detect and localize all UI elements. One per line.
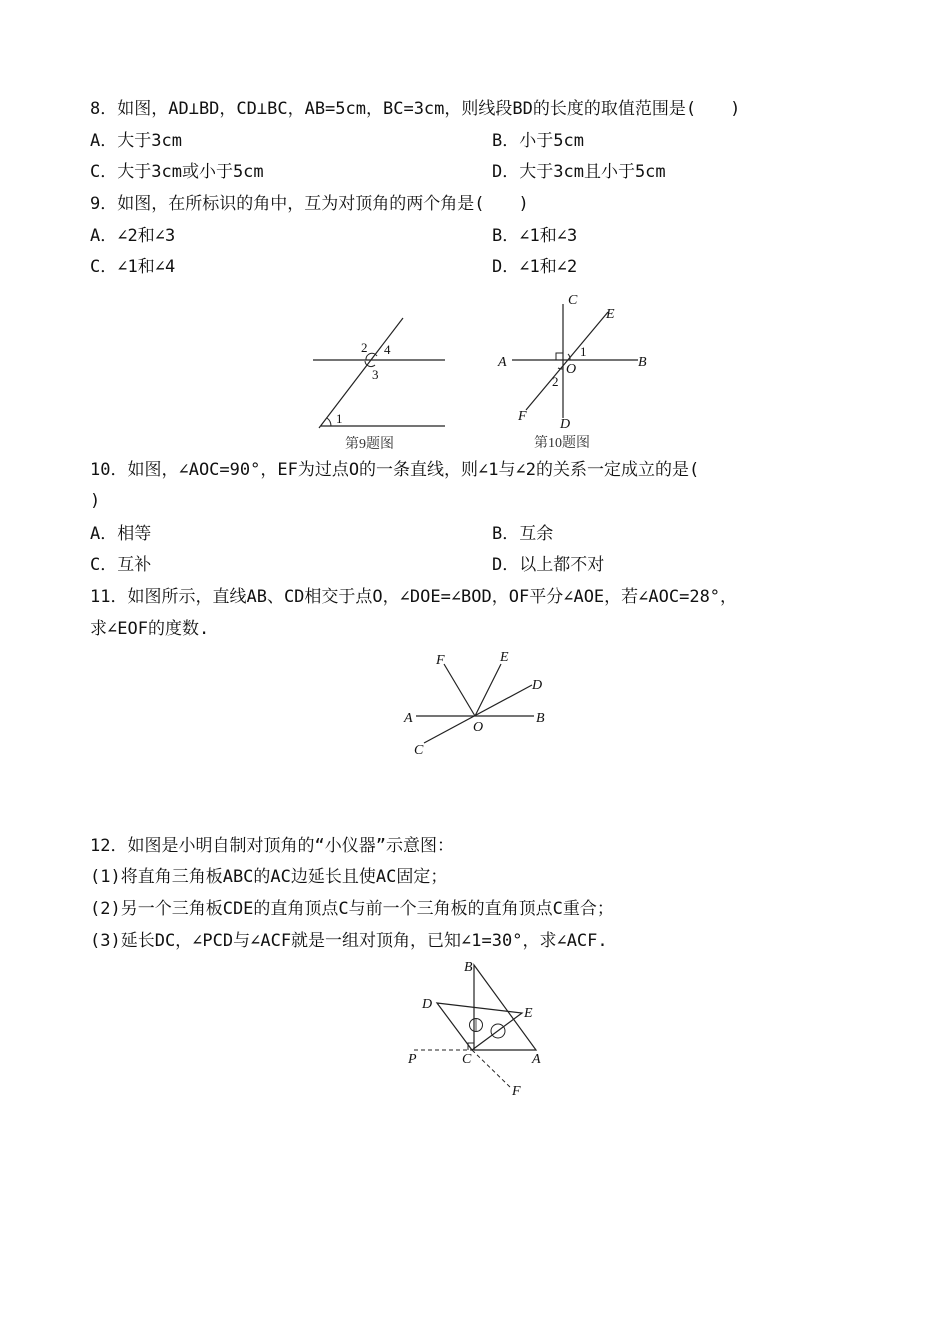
figure-10 bbox=[490, 290, 660, 454]
fig9-label-4: 4 bbox=[384, 342, 391, 357]
fig11-label-e: E bbox=[500, 650, 509, 665]
q8-option-d: D．大于3cm且小于5cm bbox=[492, 162, 666, 182]
fig9-caption: 第9题图 bbox=[345, 437, 394, 452]
q10-option-b: B．互余 bbox=[492, 524, 554, 544]
q9-option-c: C．∠1和∠4 bbox=[90, 257, 176, 277]
q8-stem: 8．如图，AD⊥BD，CD⊥BC，AB=5cm，BC=3cm，则线段BD的长度的取值范围是( ) bbox=[90, 99, 741, 119]
figure-9 bbox=[305, 312, 455, 454]
fig11-label-c: C bbox=[414, 743, 424, 758]
fig12-dashed-cf bbox=[472, 1050, 510, 1087]
fig10-label-1: 1 bbox=[580, 344, 587, 359]
q12-step2: (2)另一个三角板CDE的直角顶点C与前一个三角板的直角顶点C重合； bbox=[90, 899, 614, 919]
fig11-label-o: O bbox=[473, 720, 484, 735]
fig10-label-2: 2 bbox=[552, 374, 559, 389]
q12-step1: (1)将直角三角板ABC的AC边延长且使AC固定； bbox=[90, 867, 448, 887]
fig10-label-b: B bbox=[638, 355, 647, 370]
q10-option-d: D．以上都不对 bbox=[492, 555, 605, 575]
q11-stem-line2: 求∠EOF的度数. bbox=[90, 619, 210, 639]
q9-option-a: A．∠2和∠3 bbox=[90, 226, 176, 246]
fig10-label-o: O bbox=[566, 362, 577, 377]
fig12-label-f: F bbox=[512, 1084, 521, 1099]
fig9-label-1: 1 bbox=[336, 411, 343, 426]
q12-step3: (3)延长DC，∠PCD与∠ACF就是一组对顶角，已知∠1=30°，求∠ACF. bbox=[90, 931, 608, 951]
figure-11 bbox=[398, 642, 558, 762]
q12-stem: 12．如图是小明自制对顶角的“小仪器”示意图： bbox=[90, 836, 454, 856]
fig11-ray-of bbox=[444, 664, 475, 716]
q8-option-a: A．大于3cm bbox=[90, 131, 182, 151]
fig10-label-f: F bbox=[518, 409, 527, 424]
fig12-label-p: P bbox=[408, 1052, 417, 1067]
fig12-label-e: E bbox=[524, 1006, 533, 1021]
fig12-label-d: D bbox=[422, 997, 433, 1012]
fig12-label-a: A bbox=[532, 1052, 541, 1067]
fig9-label-3: 3 bbox=[372, 367, 379, 382]
q10-stem-line1: 10．如图，∠AOC=90°，EF为过点O的一条直线，则∠1与∠2的关系一定成立的是( bbox=[90, 460, 700, 480]
q8-option-c: C．大于3cm或小于5cm bbox=[90, 162, 264, 182]
fig10-label-c: C bbox=[568, 293, 578, 308]
fig11-label-b: B bbox=[536, 711, 545, 726]
fig9-label-2: 2 bbox=[361, 340, 368, 355]
q10-stem-line2: ) bbox=[90, 491, 101, 511]
q9-option-d: D．∠1和∠2 bbox=[492, 257, 578, 277]
fig12-label-c: C bbox=[462, 1052, 472, 1067]
figure-12 bbox=[400, 955, 560, 1100]
fig10-label-d: D bbox=[560, 417, 571, 432]
q11-stem-line1: 11．如图所示，直线AB、CD相交于点O，∠DOE=∠BOD，OF平分∠AOE，若∠AOC=28°， bbox=[90, 587, 738, 607]
fig10-line-ef bbox=[526, 312, 608, 410]
fig10-label-a: A bbox=[498, 355, 507, 370]
fig11-label-a: A bbox=[404, 711, 413, 726]
fig10-right-angle-mark bbox=[556, 353, 563, 360]
fig12-triangle-cde bbox=[437, 1003, 522, 1050]
fig10-label-e: E bbox=[606, 307, 615, 322]
fig12-label-b: B bbox=[464, 960, 473, 975]
q10-option-a: A．相等 bbox=[90, 524, 152, 544]
q9-option-b: B．∠1和∠3 bbox=[492, 226, 578, 246]
q10-option-c: C．互补 bbox=[90, 555, 152, 575]
fig9-transversal bbox=[319, 318, 403, 428]
fig11-label-f: F bbox=[436, 653, 445, 668]
q9-stem: 9．如图，在所标识的角中，互为对顶角的两个角是( ) bbox=[90, 194, 529, 214]
fig11-label-d: D bbox=[532, 678, 543, 693]
fig10-caption: 第10题图 bbox=[534, 436, 590, 451]
q8-option-b: B．小于5cm bbox=[492, 131, 584, 151]
